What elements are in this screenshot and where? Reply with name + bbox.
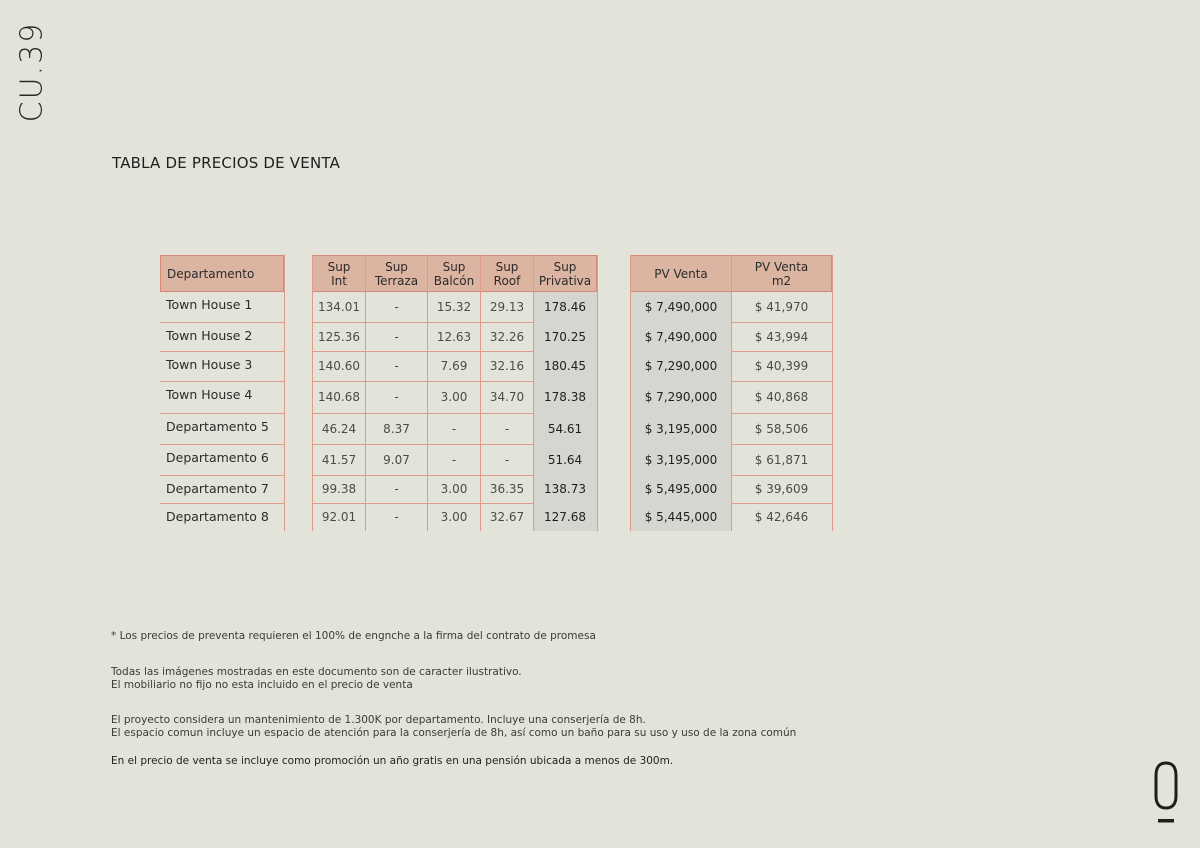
table-cell-pvm2: $ 40,868 bbox=[754, 390, 809, 404]
table-cell-sup-balcon: 15.32 bbox=[436, 300, 472, 314]
logo-icon bbox=[1152, 760, 1180, 826]
table-cell-pvm2: $ 58,506 bbox=[754, 421, 809, 436]
table-cell-sup-terraza: - bbox=[394, 510, 399, 524]
table-row-name: Departamento 6 bbox=[166, 450, 269, 465]
note-mantenimiento bbox=[111, 714, 796, 740]
note-preventa: * Los precios de preventa requieren el 100% de engnche a la firma del contrato de promesa bbox=[111, 630, 596, 642]
table-cell-sup-privativa: 178.38 bbox=[533, 381, 597, 413]
table-cell-sup-balcon: - bbox=[451, 421, 457, 436]
header-sup-balcon-line2: Balcón bbox=[433, 273, 475, 288]
table-row-name: Town House 3 bbox=[166, 357, 253, 372]
page-title: TABLA DE PRECIOS DE VENTA bbox=[112, 154, 341, 172]
table-cell-sup-terraza: - bbox=[394, 482, 399, 496]
table-cell-sup-int: 140.60 bbox=[318, 359, 360, 373]
table-cell-sup-privativa: 178.46 bbox=[533, 292, 597, 322]
table-cell-sup-roof: 32.26 bbox=[489, 329, 525, 344]
header-pv-venta-m2 bbox=[731, 255, 832, 292]
column-divider bbox=[630, 255, 631, 531]
table-cell-sup-privativa: 180.45 bbox=[533, 351, 597, 381]
table-cell-sup-int: 134.01 bbox=[318, 300, 360, 314]
column-divider bbox=[480, 255, 481, 531]
table-cell-sup-roof: 32.67 bbox=[489, 510, 525, 524]
note-promocion: En el precio de venta se incluye como promoción un año gratis en una pensión ubicada a menos de 300m. bbox=[111, 755, 674, 767]
header-sup-int bbox=[312, 255, 366, 292]
table-cell-sup-privativa: 138.73 bbox=[533, 475, 597, 503]
table-cell-pv: $ 7,290,000 bbox=[630, 351, 732, 381]
table-cell-sup-terraza: - bbox=[394, 329, 399, 344]
column-divider bbox=[731, 255, 732, 531]
header-sup-int-line1: Sup bbox=[327, 259, 351, 274]
header-sup-privativa bbox=[533, 255, 597, 292]
table-cell-sup-int: 41.57 bbox=[321, 452, 357, 467]
table-cell-sup-roof: 36.35 bbox=[489, 482, 525, 496]
table-row-name: Town House 1 bbox=[166, 297, 253, 312]
table-cell-sup-terraza: - bbox=[394, 390, 399, 404]
header-departamento bbox=[160, 255, 284, 292]
table-cell-pvm2: $ 42,646 bbox=[754, 510, 809, 524]
table-cell-sup-roof: 32.16 bbox=[489, 359, 525, 373]
header-sup-balcon-line1: Sup bbox=[442, 259, 466, 274]
table-cell-pvm2: $ 39,609 bbox=[754, 482, 809, 496]
table-cell-pv: $ 5,445,000 bbox=[630, 503, 732, 531]
header-sup-balcon bbox=[427, 255, 481, 292]
header-sup-roof-line2: Roof bbox=[493, 273, 521, 288]
table-cell-sup-terraza: - bbox=[394, 300, 399, 314]
table-cell-sup-balcon: - bbox=[451, 452, 457, 467]
note-imagenes-line2: El mobiliario no fijo no esta incluido en el precio de venta bbox=[111, 679, 413, 691]
table-cell-pv: $ 3,195,000 bbox=[630, 444, 732, 475]
table-cell-sup-int: 125.36 bbox=[318, 329, 360, 344]
table-cell-sup-int: 99.38 bbox=[321, 482, 357, 496]
table-cell-sup-int: 46.24 bbox=[321, 421, 357, 436]
header-sup-terraza-line1: Sup bbox=[385, 259, 408, 274]
header-pv-venta-m2-line1: PV Venta bbox=[754, 259, 809, 274]
table-cell-sup-privativa: 54.61 bbox=[533, 413, 597, 444]
column-divider bbox=[365, 255, 366, 531]
header-departamento-label: Departamento bbox=[167, 266, 255, 281]
header-sup-int-line2: Int bbox=[331, 273, 347, 288]
table-cell-sup-balcon: 3.00 bbox=[440, 390, 468, 404]
header-sup-roof-line1: Sup bbox=[495, 259, 519, 274]
table-cell-pvm2: $ 41,970 bbox=[754, 300, 809, 314]
table-row-name: Departamento 5 bbox=[166, 419, 269, 434]
header-sup-privativa-line1: Sup bbox=[553, 259, 577, 274]
table-row-name: Town House 2 bbox=[166, 328, 253, 343]
table-cell-pvm2: $ 61,871 bbox=[754, 452, 809, 467]
table-cell-sup-int: 92.01 bbox=[321, 510, 357, 524]
table-cell-sup-terraza: 8.37 bbox=[383, 421, 410, 436]
column-divider bbox=[533, 255, 534, 531]
header-sup-roof bbox=[480, 255, 534, 292]
table-row-name: Departamento 8 bbox=[166, 509, 269, 524]
table-cell-pv: $ 7,490,000 bbox=[630, 322, 732, 351]
note-imagenes bbox=[111, 666, 522, 692]
column-divider bbox=[312, 255, 313, 531]
table-cell-pvm2: $ 40,399 bbox=[754, 359, 809, 373]
table-cell-sup-roof: 34.70 bbox=[489, 390, 525, 404]
table-cell-sup-balcon: 12.63 bbox=[436, 329, 472, 344]
table-cell-sup-privativa: 170.25 bbox=[533, 322, 597, 351]
note-mantenimiento-line1: El proyecto considera un mantenimiento de 1.300K por departamento. Incluye una conserjería de 8h. bbox=[111, 714, 646, 726]
table-cell-sup-roof: - bbox=[504, 452, 510, 467]
table-cell-sup-balcon: 3.00 bbox=[440, 510, 468, 524]
table-cell-sup-roof: 29.13 bbox=[489, 300, 525, 314]
note-mantenimiento-line2: El espacio comun incluye un espacio de atención para la conserjería de 8h, así como un baño para su uso y uso de la zona común bbox=[111, 727, 797, 739]
table-cell-sup-balcon: 3.00 bbox=[440, 482, 468, 496]
table-cell-pv: $ 7,290,000 bbox=[630, 381, 732, 413]
column-divider bbox=[597, 255, 598, 531]
column-divider bbox=[284, 255, 285, 531]
header-sup-terraza bbox=[365, 255, 428, 292]
table-row-name: Departamento 7 bbox=[166, 481, 269, 496]
table-cell-sup-roof: - bbox=[504, 421, 510, 436]
table-cell-sup-terraza: 9.07 bbox=[383, 452, 410, 467]
table-cell-sup-privativa: 127.68 bbox=[533, 503, 597, 531]
table-cell-sup-privativa: 51.64 bbox=[533, 444, 597, 475]
header-pv-venta-label: PV Venta bbox=[654, 266, 708, 281]
table-row-name: Town House 4 bbox=[166, 387, 253, 402]
table-cell-pv: $ 5,495,000 bbox=[630, 475, 732, 503]
table-cell-sup-terraza: - bbox=[394, 359, 399, 373]
table-cell-pv: $ 7,490,000 bbox=[630, 292, 732, 322]
header-pv-venta-m2-line2: m2 bbox=[771, 273, 792, 288]
table-cell-pv: $ 3,195,000 bbox=[630, 413, 732, 444]
table-cell-sup-balcon: 7.69 bbox=[440, 359, 468, 373]
header-sup-terraza-line2: Terraza bbox=[374, 273, 419, 288]
table-cell-sup-int: 140.68 bbox=[318, 390, 360, 404]
brand-code: CU.39 bbox=[14, 21, 50, 123]
table-cell-pvm2: $ 43,994 bbox=[754, 329, 809, 344]
column-divider bbox=[832, 255, 833, 531]
header-sup-privativa-line2: Privativa bbox=[538, 273, 592, 288]
note-imagenes-line1: Todas las imágenes mostradas en este documento son de caracter ilustrativo. bbox=[111, 666, 522, 678]
column-divider bbox=[427, 255, 428, 531]
header-pv-venta bbox=[630, 255, 732, 292]
